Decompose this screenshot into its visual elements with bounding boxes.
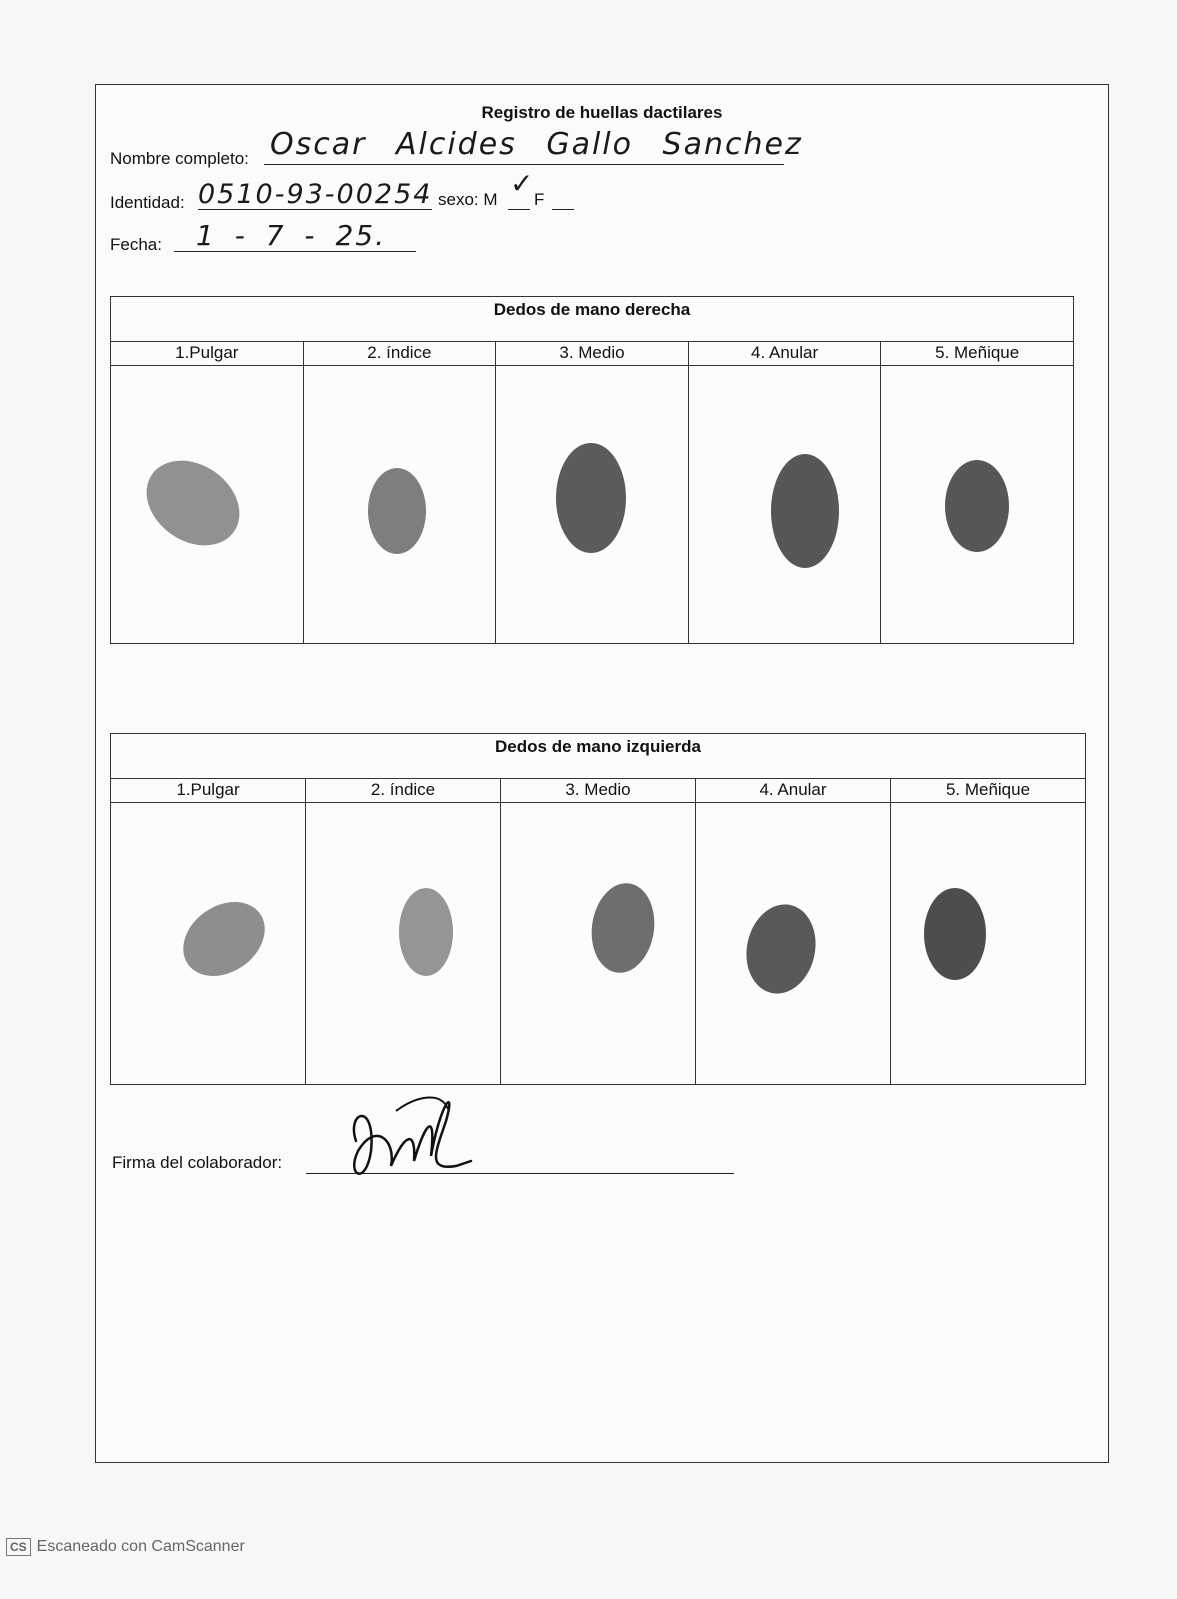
right-finger-label: 5. Meñique bbox=[935, 343, 1020, 362]
right-thumb-print bbox=[141, 451, 251, 561]
left-index-cell bbox=[306, 803, 501, 1084]
name-label: Nombre completo: bbox=[110, 149, 249, 168]
right-finger-label: 2. índice bbox=[304, 341, 497, 365]
left-finger-label: 2. índice bbox=[306, 778, 501, 802]
left-hand-header bbox=[111, 778, 1085, 803]
right-ring-cell bbox=[689, 366, 882, 643]
scanner-footer bbox=[6, 1538, 245, 1556]
left-finger-label: 3. Medio bbox=[501, 778, 696, 802]
sex-m-line bbox=[508, 209, 530, 210]
left-middle-print bbox=[589, 881, 659, 981]
camscanner-logo: CS bbox=[6, 1538, 31, 1556]
right-middle-print bbox=[551, 441, 631, 561]
left-finger-label: 4. Anular bbox=[696, 778, 891, 802]
sex-f-label: F bbox=[534, 190, 545, 209]
right-finger-label: 4. Anular bbox=[689, 341, 882, 365]
id-value: 0510-93-00254 bbox=[198, 179, 433, 210]
left-thumb-print bbox=[177, 891, 272, 991]
name-value: Oscar Alcides Gallo Sanchez bbox=[270, 127, 803, 162]
sex-m-label: sexo: M bbox=[438, 190, 498, 209]
left-finger-label: 5. Meñique bbox=[945, 780, 1031, 799]
right-little-cell bbox=[881, 366, 1073, 643]
right-hand-title: Dedos de mano derecha bbox=[111, 297, 1073, 342]
left-little-print bbox=[921, 886, 991, 986]
id-label: Identidad: bbox=[110, 193, 185, 212]
right-index-print bbox=[364, 466, 434, 561]
right-thumb-cell bbox=[111, 366, 304, 643]
right-hand-header bbox=[111, 341, 1073, 366]
left-hand-cells bbox=[111, 803, 1085, 1084]
signature-scribble bbox=[336, 1081, 476, 1191]
left-thumb-cell bbox=[111, 803, 306, 1084]
right-middle-cell bbox=[496, 366, 689, 643]
fingerprint-form bbox=[95, 84, 1109, 1463]
left-ring-cell bbox=[696, 803, 891, 1084]
form-title: Registro de huellas dactilares bbox=[481, 103, 723, 122]
left-little-cell bbox=[891, 803, 1085, 1084]
date-underline bbox=[174, 251, 416, 252]
date-label: Fecha: bbox=[110, 235, 162, 254]
right-hand-cells bbox=[111, 366, 1073, 643]
left-index-print bbox=[396, 886, 458, 981]
right-index-cell bbox=[304, 366, 497, 643]
right-hand-table bbox=[110, 296, 1074, 644]
signature-label: Firma del colaborador: bbox=[112, 1153, 283, 1172]
left-finger-label: 1.Pulgar bbox=[111, 778, 306, 802]
sex-f-line bbox=[552, 209, 574, 210]
date-value: 1 - 7 - 25. bbox=[196, 219, 386, 252]
left-middle-cell bbox=[501, 803, 696, 1084]
left-hand-title: Dedos de mano izquierda bbox=[111, 734, 1085, 779]
right-little-print bbox=[941, 458, 1016, 558]
right-finger-label: 1.Pulgar bbox=[111, 341, 304, 365]
id-underline bbox=[198, 209, 432, 210]
scanner-text: Escaneado con CamScanner bbox=[36, 1538, 245, 1555]
name-underline bbox=[264, 164, 784, 165]
right-ring-print bbox=[767, 451, 847, 576]
right-finger-label: 3. Medio bbox=[496, 341, 689, 365]
left-ring-print bbox=[742, 901, 822, 1001]
left-hand-table bbox=[110, 733, 1086, 1085]
sex-check-mark: ✓ bbox=[510, 167, 536, 200]
